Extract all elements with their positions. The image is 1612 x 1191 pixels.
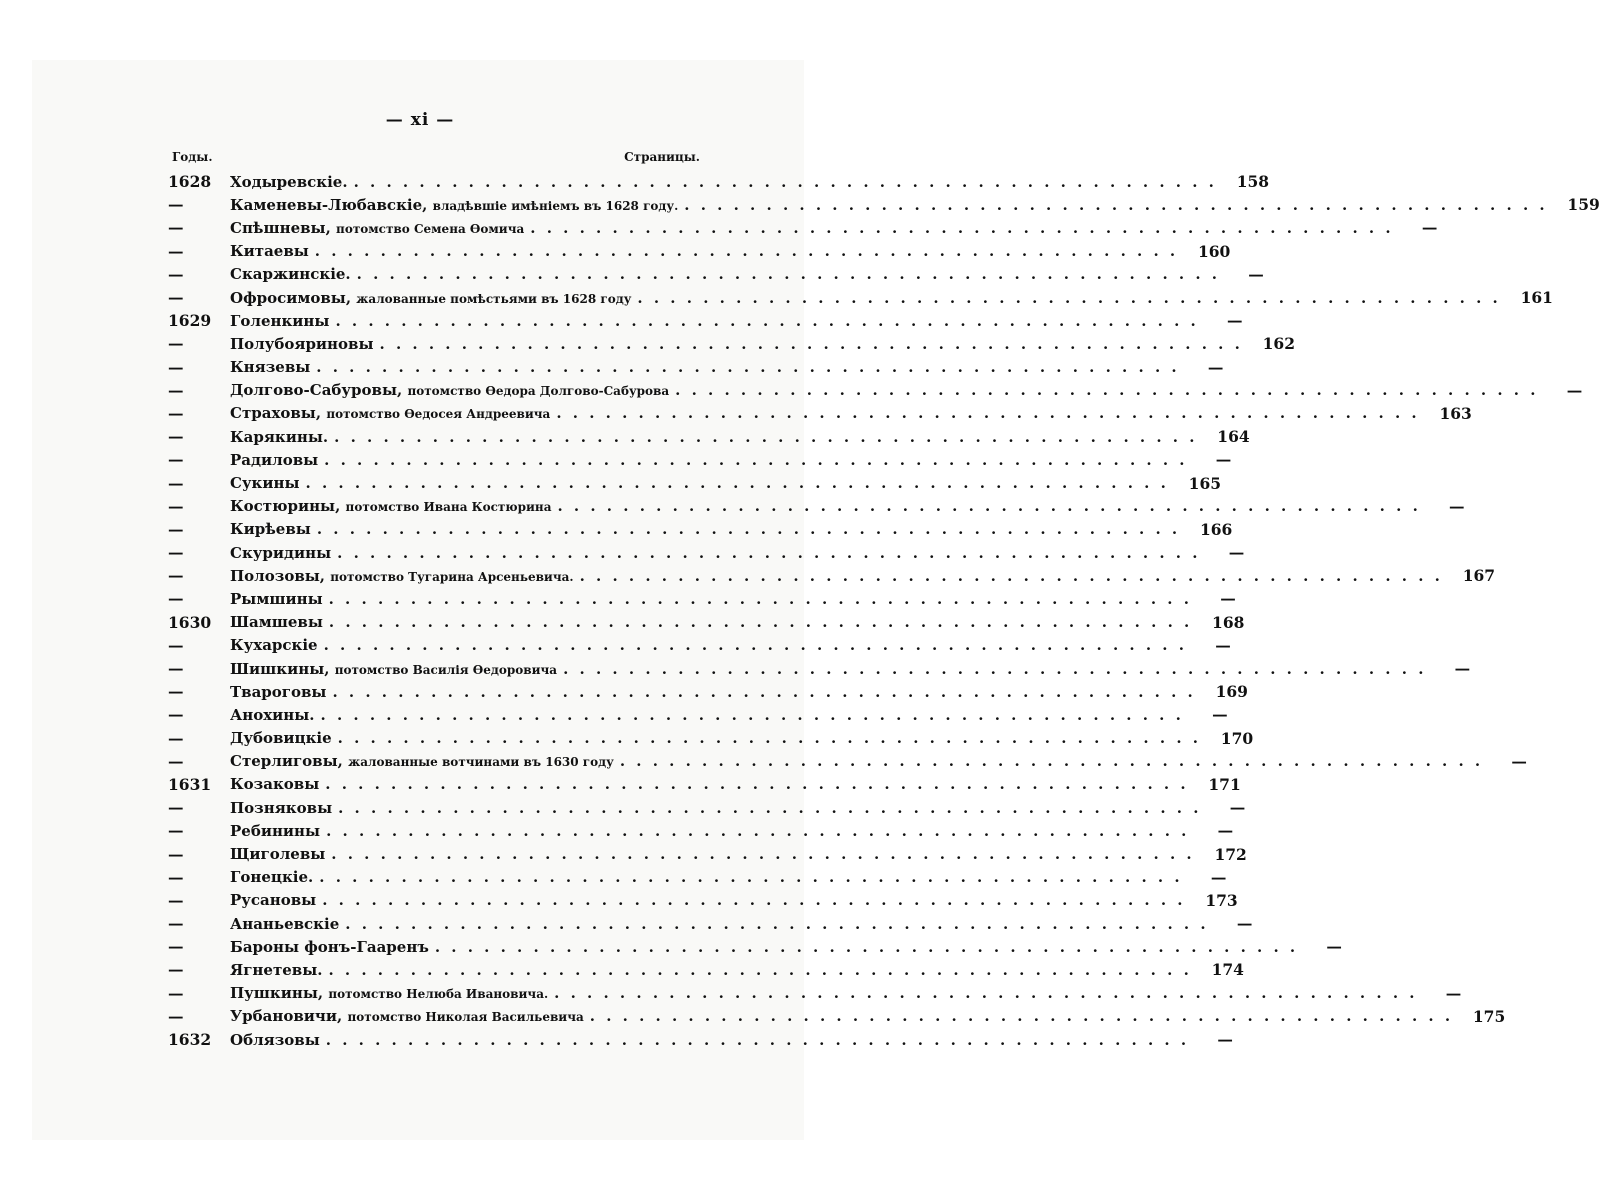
contents-entry	[168, 356, 1224, 379]
entry-year: —	[168, 682, 184, 702]
entry-note: потомство Ѳедосея Андреевича	[326, 407, 551, 422]
contents-entry	[168, 448, 1232, 471]
entry-page: 161	[1520, 288, 1553, 308]
entry-title	[230, 497, 1429, 515]
contents-entry	[168, 1028, 1233, 1051]
entry-page: —	[1445, 983, 1462, 1003]
entry-family-name: Радиловы	[230, 450, 319, 469]
entry-year: 1628	[168, 172, 212, 192]
entry-family-name: Ходыревскіе.	[230, 172, 348, 191]
entry-title	[230, 544, 1208, 562]
contents-entry	[168, 1005, 1506, 1028]
entry-page: 170	[1220, 728, 1254, 748]
entry-family-name: Ягнетевы.	[230, 960, 323, 979]
entry-year: —	[168, 635, 184, 655]
page-number: — xi —	[385, 110, 455, 130]
entry-year: —	[168, 751, 184, 771]
entry-year: —	[168, 543, 184, 563]
entry-title	[230, 242, 1186, 260]
entry-title	[230, 567, 1451, 585]
entry-note: потомство Василія Ѳедоровича	[334, 662, 558, 677]
entry-family-name: Стерлиговы,	[230, 752, 343, 771]
entry-family-name: Ребинины	[230, 821, 321, 840]
entry-page: —	[1454, 659, 1471, 679]
entry-title	[230, 590, 1200, 608]
contents-entry	[168, 216, 1438, 239]
entry-page: 173	[1205, 890, 1238, 910]
entry-note: потомство Нелюба Ивановича.	[328, 987, 549, 1002]
entry-title	[230, 265, 1228, 283]
contents-entry	[168, 750, 1527, 773]
entry-note: жалованные помѣстьями въ 1628 году	[356, 291, 632, 306]
entry-title	[230, 520, 1188, 538]
entry-title	[230, 219, 1402, 237]
entry-year: —	[168, 403, 184, 423]
entry-title	[230, 706, 1192, 724]
entry-page: —	[1228, 543, 1245, 563]
entry-title	[230, 1007, 1461, 1025]
entry-title	[230, 358, 1188, 376]
entry-page: —	[1326, 937, 1342, 957]
entry-title	[230, 428, 1205, 446]
contents-entry	[168, 819, 1234, 842]
entry-page: —	[1212, 705, 1228, 725]
contents-entry	[168, 587, 1236, 610]
entry-year: 1632	[168, 1030, 212, 1050]
entry-year: —	[168, 218, 184, 238]
entry-page: 163	[1439, 403, 1472, 423]
entry-page: 158	[1236, 172, 1270, 192]
entry-family-name: Дубовицкіе	[230, 729, 332, 748]
entry-title	[230, 636, 1195, 654]
entry-year: —	[168, 1006, 184, 1026]
entry-year: —	[168, 844, 184, 864]
entry-title	[230, 915, 1217, 933]
contents-entry	[168, 379, 1583, 402]
entry-year: —	[168, 890, 184, 910]
contents-entry	[168, 611, 1245, 634]
entry-note: потомство Ѳедора Долгово-Сабурова	[407, 384, 670, 399]
entry-year: —	[168, 728, 184, 748]
entry-year: —	[168, 937, 184, 957]
contents-entry	[168, 912, 1253, 935]
entry-page: 169	[1215, 682, 1248, 702]
entry-page: 160	[1197, 241, 1231, 261]
contents-entry	[168, 286, 1553, 309]
entry-page: —	[1227, 311, 1243, 331]
entry-page: 175	[1472, 1006, 1506, 1026]
entry-title	[230, 1031, 1197, 1049]
entry-year: —	[168, 450, 184, 470]
contents-entry	[168, 958, 1244, 981]
entry-title	[230, 196, 1556, 214]
entry-note: владѣвшіе имѣніемъ въ 1628 году.	[432, 198, 679, 213]
contents-entry	[168, 564, 1496, 587]
entry-family-name: Скуридины	[230, 543, 332, 562]
entry-family-name: Каменевы-Любавскіе,	[230, 195, 428, 214]
entry-page: 167	[1462, 566, 1496, 586]
entry-title	[230, 381, 1546, 399]
contents-entry	[168, 170, 1270, 193]
entry-page: —	[1421, 218, 1438, 238]
entry-note: потомство Семена Ѳомича	[336, 221, 525, 236]
contents-entry	[168, 703, 1228, 726]
contents-entry	[168, 773, 1241, 796]
entry-title	[230, 660, 1434, 678]
entry-family-name: Позняковы	[230, 798, 333, 817]
entry-family-name: Русановы	[230, 891, 317, 910]
entry-family-name: Спѣшневы,	[230, 218, 331, 237]
entry-year: —	[168, 380, 184, 400]
entry-year: —	[168, 334, 184, 354]
contents-entry	[168, 889, 1238, 912]
entry-title	[230, 729, 1209, 747]
entry-family-name: Бароны фонъ-Гааренъ	[230, 937, 429, 956]
contents-entry	[168, 309, 1243, 332]
contents-entry	[168, 193, 1600, 216]
contents-entry	[168, 842, 1247, 865]
contents-entry	[168, 332, 1295, 355]
entry-family-name: Пушкины,	[230, 984, 324, 1003]
entry-family-name: Долгово-Сабуровы,	[230, 381, 403, 400]
entry-title	[230, 799, 1209, 817]
entry-page: —	[1229, 798, 1246, 818]
entry-family-name: Кухарскіе	[230, 636, 318, 655]
entry-page: —	[1210, 867, 1227, 887]
entry-title	[230, 775, 1197, 793]
column-header-pages: Страницы.	[624, 150, 700, 164]
entry-year: —	[168, 659, 184, 679]
column-header-years: Годы.	[172, 150, 213, 164]
entry-page: —	[1566, 380, 1583, 400]
contents-list	[168, 170, 1600, 1051]
entry-year: —	[168, 519, 184, 539]
entry-year: —	[168, 914, 184, 934]
entry-title	[230, 984, 1425, 1002]
entry-page: —	[1217, 1030, 1233, 1050]
entry-year: —	[168, 473, 184, 493]
entry-page: 164	[1217, 427, 1250, 447]
contents-entry	[168, 796, 1246, 819]
entry-title	[230, 613, 1200, 631]
contents-entry	[168, 402, 1472, 425]
entry-year: —	[168, 705, 184, 725]
entry-page: —	[1215, 450, 1232, 470]
entry-year: —	[168, 566, 184, 586]
entry-family-name: Полубояриновы	[230, 334, 374, 353]
entry-page: 162	[1262, 334, 1295, 354]
entry-page: 174	[1211, 960, 1244, 980]
entry-page: —	[1207, 357, 1224, 377]
entry-page: 171	[1208, 774, 1241, 794]
entry-family-name: Князевы	[230, 358, 311, 377]
contents-entry	[168, 263, 1264, 286]
entry-title	[230, 474, 1177, 492]
entry-year: —	[168, 288, 184, 308]
entry-family-name: Офросимовы,	[230, 288, 352, 307]
entry-title	[230, 335, 1251, 353]
entry-family-name: Карякины.	[230, 427, 329, 446]
entry-page: 168	[1212, 612, 1245, 632]
entry-page: —	[1248, 264, 1264, 284]
entry-family-name: Полозовы,	[230, 566, 326, 585]
entry-family-name: Облязовы	[230, 1030, 320, 1049]
entry-year: 1631	[168, 774, 212, 794]
entry-page: 166	[1199, 519, 1233, 539]
entry-family-name: Шишкины,	[230, 659, 330, 678]
entry-page: 159	[1567, 195, 1600, 215]
entry-family-name: Скаржинскіе.	[230, 265, 351, 284]
entry-title	[230, 289, 1509, 307]
contents-entry	[168, 727, 1254, 750]
entry-year: —	[168, 983, 184, 1003]
contents-entry	[168, 518, 1233, 541]
entry-note: потомство Ивана Костюрина	[345, 500, 552, 515]
entry-title	[230, 822, 1197, 840]
entry-family-name: Гонецкіе.	[230, 868, 314, 887]
entry-page: 172	[1214, 844, 1247, 864]
entry-family-name: Кирѣевы	[230, 520, 311, 539]
entry-year: 1630	[168, 612, 212, 632]
contents-entry	[168, 634, 1231, 657]
entry-family-name: Сукины	[230, 474, 300, 493]
entry-page: —	[1215, 635, 1231, 655]
entry-family-name: Щиголевы	[230, 845, 326, 864]
entry-year: 1629	[168, 311, 212, 331]
entry-year: —	[168, 798, 184, 818]
contents-entry	[168, 425, 1250, 448]
entry-page: —	[1511, 751, 1527, 771]
entry-year: —	[168, 241, 184, 261]
entry-family-name: Анохины.	[230, 705, 315, 724]
entry-year: —	[168, 195, 184, 215]
entry-year: —	[168, 867, 184, 887]
contents-entry	[168, 240, 1231, 263]
contents-entry	[168, 935, 1342, 958]
entry-year: —	[168, 960, 184, 980]
entry-family-name: Костюрины,	[230, 497, 341, 516]
entry-title	[230, 891, 1194, 909]
entry-year: —	[168, 821, 184, 841]
contents-entry	[168, 866, 1227, 889]
contents-entry	[168, 541, 1245, 564]
entry-note: потомство Николая Васильевича	[347, 1010, 584, 1025]
entry-family-name: Страховы,	[230, 404, 322, 423]
entry-year: —	[168, 496, 184, 516]
entry-page: —	[1449, 496, 1465, 516]
entry-title	[230, 961, 1200, 979]
entry-title	[230, 752, 1491, 770]
entry-title	[230, 868, 1191, 886]
entry-year: —	[168, 357, 184, 377]
entry-page: 165	[1188, 473, 1222, 493]
contents-entry	[168, 657, 1471, 680]
entry-title	[230, 404, 1428, 422]
entry-title	[230, 845, 1203, 863]
entry-year: —	[168, 589, 184, 609]
entry-year: —	[168, 264, 184, 284]
entry-title	[230, 312, 1207, 330]
contents-entry	[168, 982, 1462, 1005]
contents-entry	[168, 680, 1248, 703]
entry-page: —	[1220, 589, 1236, 609]
entry-family-name: Урбановичи,	[230, 1007, 343, 1026]
entry-family-name: Рымшины	[230, 589, 323, 608]
entry-title	[230, 173, 1225, 191]
entry-page: —	[1236, 914, 1253, 934]
entry-family-name: Шамшевы	[230, 613, 323, 632]
entry-page: —	[1217, 821, 1234, 841]
contents-entry	[168, 495, 1465, 518]
entry-family-name: Ананьевскіе	[230, 914, 340, 933]
entry-note: потомство Тугарина Арсеньевича.	[330, 569, 574, 584]
entry-year: —	[168, 427, 184, 447]
entry-title	[230, 451, 1196, 469]
entry-family-name: Твароговы	[230, 682, 327, 701]
entry-family-name: Китаевы	[230, 242, 309, 261]
contents-entry	[168, 471, 1222, 494]
entry-note: жалованные вотчинами въ 1630 году	[348, 755, 614, 770]
entry-title	[230, 683, 1204, 701]
entry-family-name: Козаковы	[230, 775, 320, 794]
entry-family-name: Голенкины	[230, 311, 330, 330]
entry-title	[230, 938, 1306, 956]
